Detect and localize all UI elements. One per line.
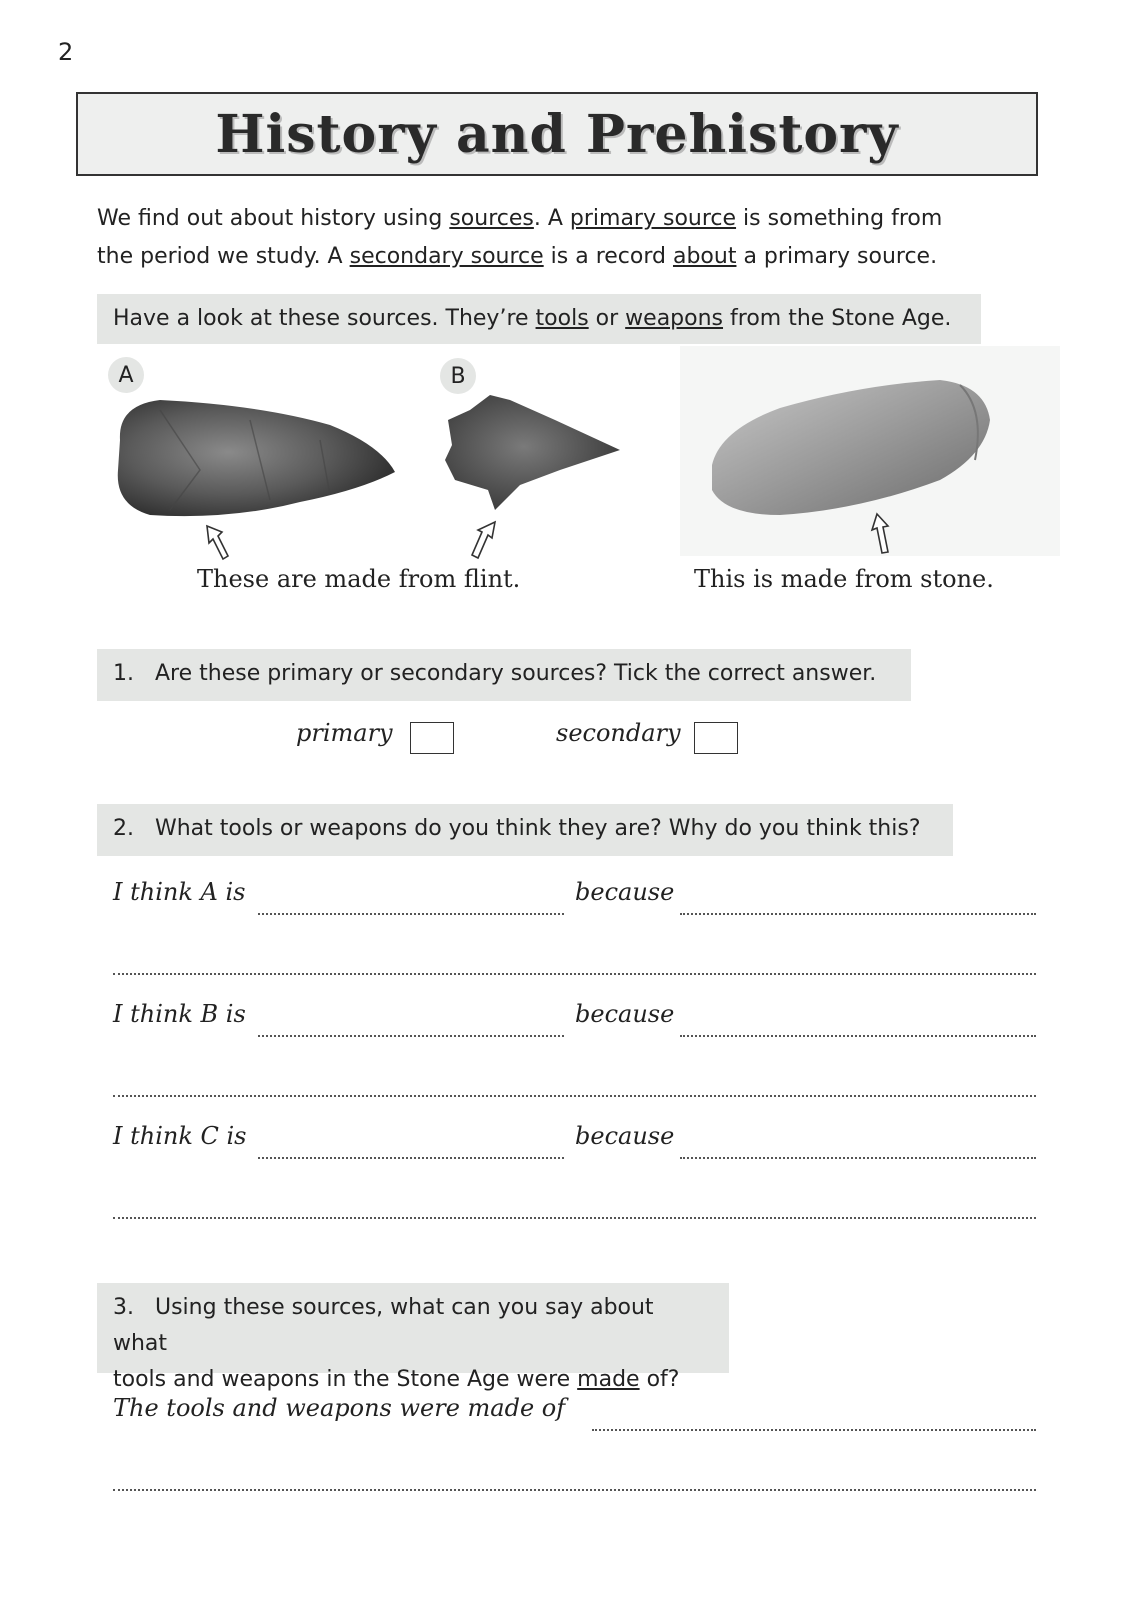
think-a-label: I think A is [113, 878, 246, 906]
secondary-checkbox[interactable] [694, 722, 738, 754]
q3-answer-prompt: The tools and weapons were made of [113, 1394, 566, 1422]
q3-answer-field[interactable] [592, 1429, 1036, 1431]
think-c-label: I think C is [113, 1122, 247, 1150]
question-3-number: 3. [113, 1295, 134, 1320]
term-primary-source: primary source [569, 206, 737, 231]
term-sources: sources [449, 206, 534, 231]
question-2-text: What tools or weapons do you think they are? Why do you think this? [154, 816, 921, 841]
primary-checkbox[interactable] [410, 722, 454, 754]
question-1-text: Are these primary or secondary sources? Tick the correct answer. [154, 661, 877, 686]
answer-c-field[interactable] [258, 1157, 564, 1159]
because-c-label: because [575, 1122, 675, 1150]
page-number: 2 [58, 38, 74, 66]
option-secondary-label: secondary [556, 719, 681, 747]
answer-b-line-2[interactable] [113, 1095, 1036, 1097]
answer-c-line-2[interactable] [113, 1217, 1036, 1219]
term-secondary-source: secondary source [349, 244, 544, 269]
source-label-b: B [440, 358, 476, 394]
stone-axe-c [712, 380, 990, 515]
instruction-box: Have a look at these sources. They’re tools or weapons from the Stone Age. [97, 294, 981, 344]
term-about: about [672, 244, 737, 269]
because-b-field[interactable] [680, 1035, 1036, 1037]
question-2-number: 2. [113, 816, 134, 841]
because-b-label: because [575, 1000, 675, 1028]
question-1-number: 1. [113, 661, 134, 686]
caption-flint: These are made from flint. [197, 565, 521, 593]
answer-b-field[interactable] [258, 1035, 564, 1037]
because-a-field[interactable] [680, 913, 1036, 915]
intro-paragraph: We find out about history using sources. A primary source is something from the period we study. A secondary source is a record about a primary source. [97, 206, 943, 269]
because-c-field[interactable] [680, 1157, 1036, 1159]
caption-stone: This is made from stone. [694, 565, 994, 593]
question-2-box [97, 804, 953, 856]
question-1-box [97, 649, 911, 701]
option-primary-label: primary [296, 719, 393, 747]
arrowhead-b [445, 395, 620, 510]
source-label-a: A [108, 357, 144, 393]
think-b-label: I think B is [113, 1000, 246, 1028]
flint-blade-a [118, 400, 395, 516]
because-a-label: because [575, 878, 675, 906]
answer-a-field[interactable] [258, 913, 564, 915]
q3-answer-line-2[interactable] [113, 1489, 1036, 1491]
page-title: History and Prehistory [215, 103, 899, 165]
arrow-icon-c [872, 514, 888, 553]
arrow-icon-a [207, 526, 228, 559]
artefact-images [0, 0, 1131, 620]
answer-a-line-2[interactable] [113, 973, 1036, 975]
question-3-box: 3. Using these sources, what can you say about what tools and weapons in the Stone Age were made of? [97, 1283, 729, 1373]
arrow-icon-b [472, 522, 495, 558]
